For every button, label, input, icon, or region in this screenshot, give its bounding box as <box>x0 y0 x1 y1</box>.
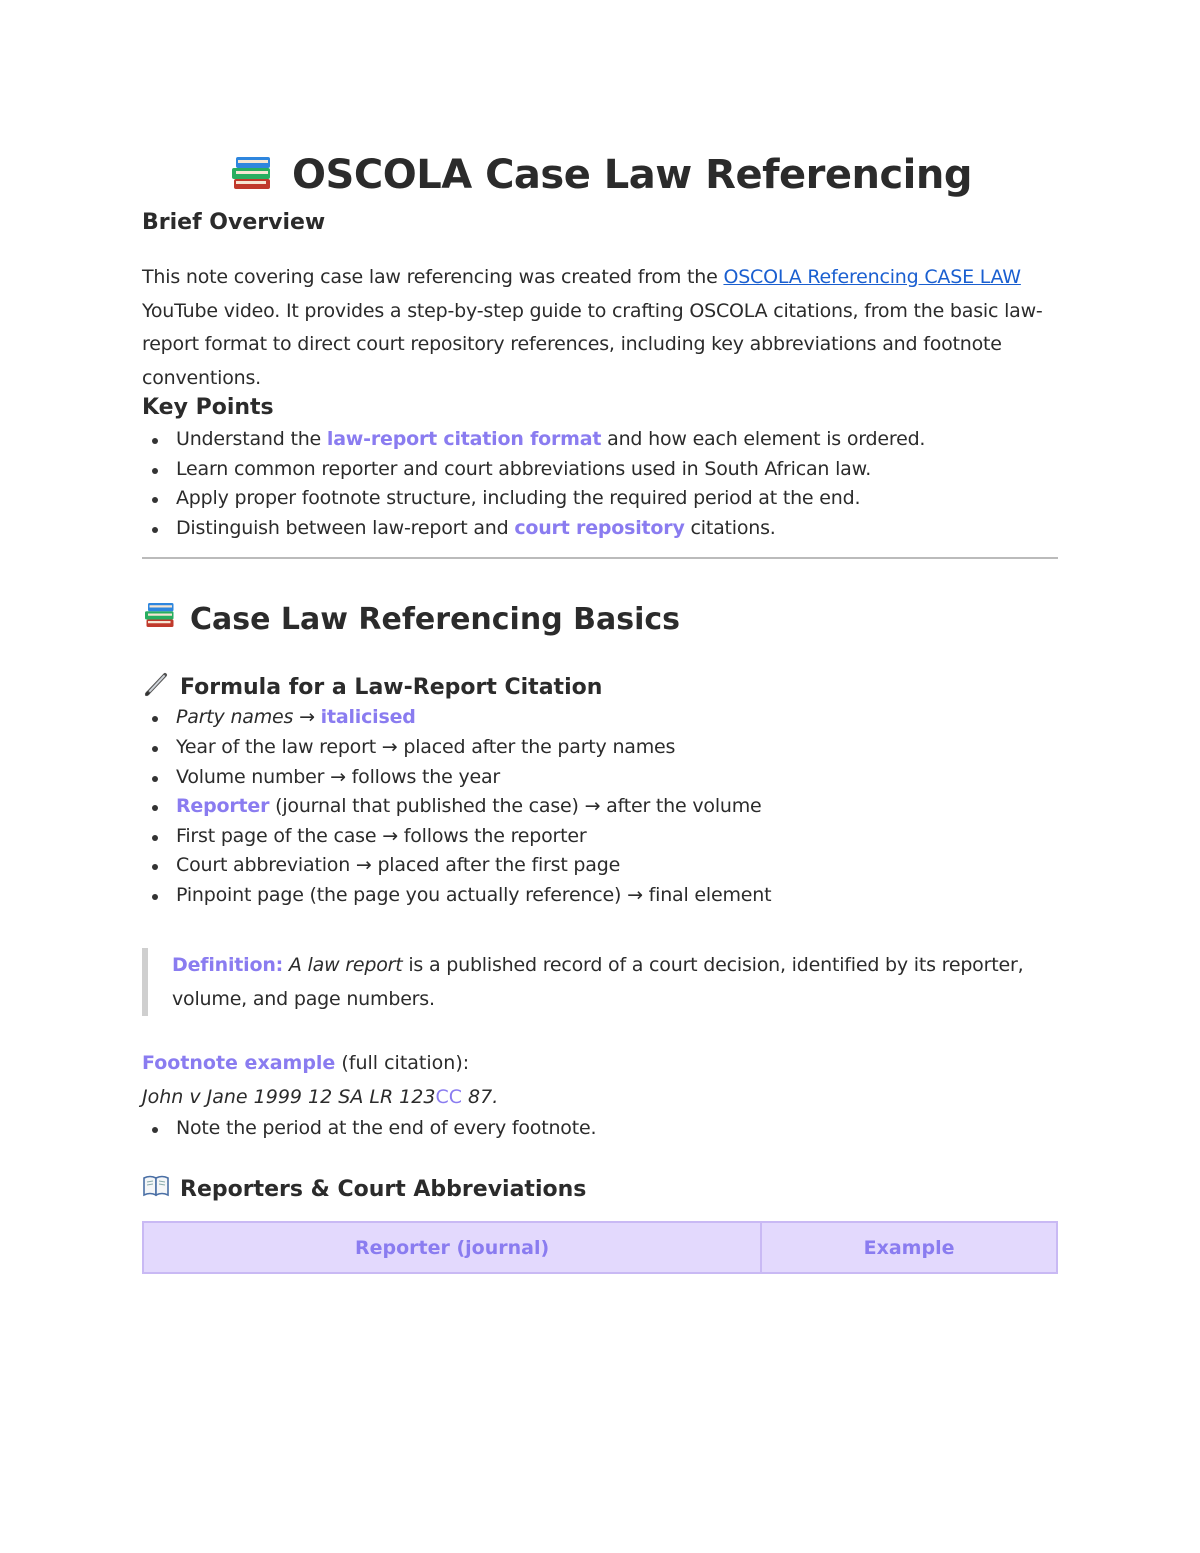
list-item <box>176 822 1058 852</box>
note-list <box>142 1114 1058 1144</box>
overview-text-end: YouTube video. It provides a step-by-step guide to crafting OSCOLA citations, from the basic law-report format to direct court repository references, including key abbreviations and footnote conventions. <box>142 299 1043 389</box>
item-text: (journal that published the case) → after the volume <box>269 795 762 818</box>
basics-heading <box>142 599 1058 639</box>
section-divider <box>142 557 1058 559</box>
video-link[interactable]: OSCOLA Referencing CASE LAW <box>723 266 1021 288</box>
key-points-list <box>142 425 1058 543</box>
item-text: Learn common reporter and court abbreviations used in South African law. <box>176 457 872 480</box>
list-item <box>176 455 1058 485</box>
item-text: First page of the case → follows the reporter <box>176 824 587 847</box>
highlight-term: court repository <box>514 516 685 539</box>
item-text: citations. <box>684 516 776 539</box>
definition-label: Definition: <box>172 953 284 976</box>
list-item <box>176 733 1058 763</box>
list-item <box>176 881 1058 911</box>
item-text: Understand the <box>176 428 327 450</box>
key-points-heading: Key Points <box>142 395 274 420</box>
formula-heading-text: Formula for a Law-Report Citation <box>180 674 603 700</box>
table-header-row <box>143 1222 1057 1273</box>
list-item <box>176 792 1058 822</box>
item-text: → <box>293 706 321 729</box>
footnote-citation <box>142 1080 1058 1114</box>
books-icon <box>228 149 276 201</box>
reporters-heading-text: Reporters & Court Abbreviations <box>180 1176 587 1202</box>
highlight-term: Reporter <box>176 795 270 818</box>
open-book-icon <box>142 1174 170 1204</box>
italic-term: Party names <box>176 706 294 729</box>
citation-text: 87. <box>462 1085 499 1108</box>
court-abbreviation: CC <box>435 1085 462 1108</box>
list-item <box>176 763 1058 793</box>
books-icon <box>142 597 178 641</box>
overview-text-start: This note covering case law referencing was created from the <box>142 266 724 288</box>
highlight-term: italicised <box>320 706 416 729</box>
item-text: Note the period at the end of every footnote. <box>176 1116 597 1139</box>
item-text: and how each element is ordered. <box>601 428 926 450</box>
formula-heading <box>142 671 1058 703</box>
column-header-reporter: Reporter (journal) <box>143 1222 761 1273</box>
footnote-label-after: (full citation): <box>335 1051 470 1074</box>
page-title: OSCOLA Case Law Referencing <box>292 152 972 198</box>
highlight-term: law-report citation format <box>326 428 602 450</box>
list-item <box>176 514 1058 544</box>
pen-icon <box>142 670 170 704</box>
column-header-example: Example <box>761 1222 1057 1273</box>
footnote-example <box>142 1046 1058 1114</box>
title-row <box>142 140 1058 210</box>
list-item <box>176 425 1058 455</box>
definition-callout <box>142 948 1058 1016</box>
reporters-heading <box>142 1173 1058 1205</box>
list-item <box>176 703 1058 733</box>
definition-term: A law report <box>288 953 403 976</box>
item-text: Pinpoint page (the page you actually reference) → final element <box>176 883 772 906</box>
basics-heading-text: Case Law Referencing Basics <box>190 601 681 637</box>
citation-text: John v Jane 1999 12 SA LR 123 <box>142 1085 436 1108</box>
document-content <box>142 140 1058 1274</box>
overview-paragraph <box>142 261 1058 395</box>
formula-list <box>142 703 1058 910</box>
footnote-label: Footnote example <box>142 1051 336 1074</box>
item-text: Apply proper footnote structure, including the required period at the end. <box>176 487 861 510</box>
item-text: Court abbreviation → placed after the first page <box>176 854 621 877</box>
item-text: Year of the law report → placed after the party names <box>176 735 676 758</box>
overview-heading: Brief Overview <box>142 210 326 235</box>
list-item <box>176 1114 1058 1144</box>
reporters-table <box>142 1221 1058 1274</box>
list-item <box>176 851 1058 881</box>
footnote-label-line <box>142 1046 1058 1080</box>
item-text: Distinguish between law-report and <box>176 516 515 539</box>
definition-text: is a published record of a court decision, identified by its reporter, volume, and page numbers. <box>172 953 1024 1010</box>
item-text: Volume number → follows the year <box>176 765 501 788</box>
list-item <box>176 484 1058 514</box>
